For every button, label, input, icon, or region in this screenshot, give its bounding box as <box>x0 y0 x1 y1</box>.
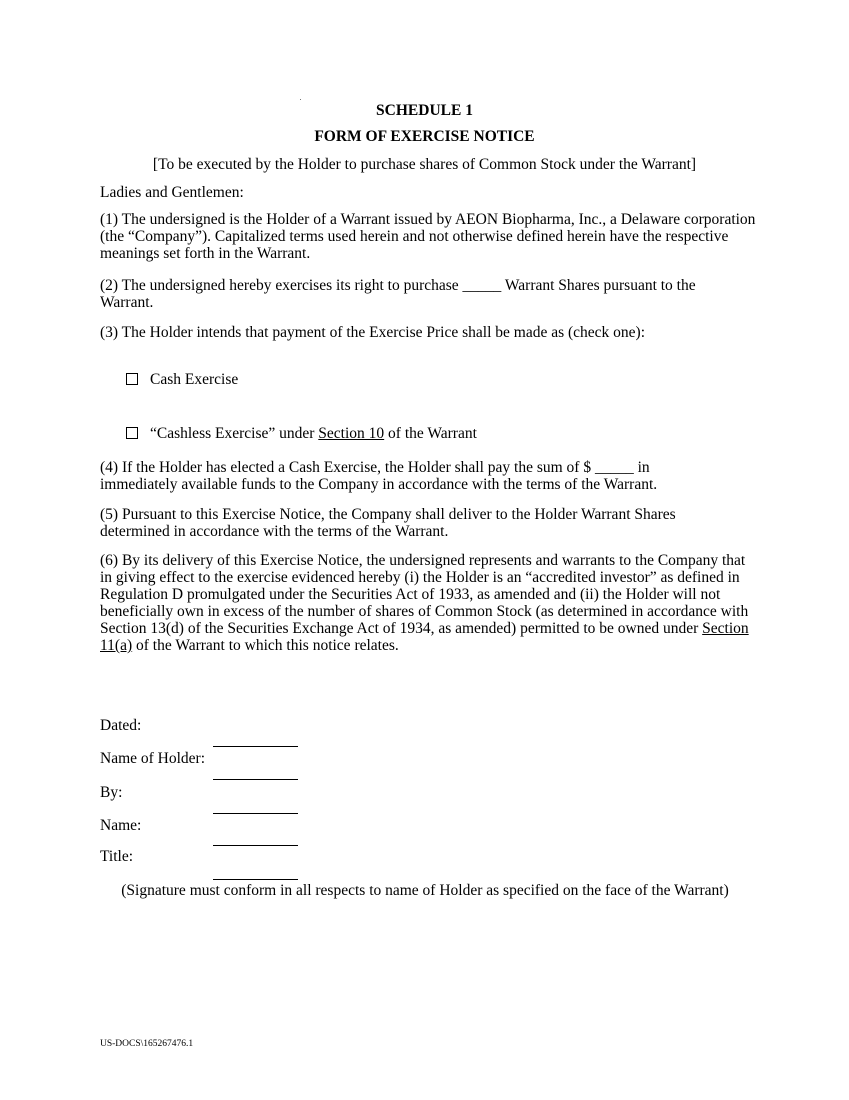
option-cash-label: Cash Exercise <box>150 371 239 388</box>
paragraph-4: (4) If the Holder has elected a Cash Exercise, the Holder shall pay the sum of $ _____ in immediately available funds to the Company in accordance with the terms of the Warrant. <box>100 459 658 493</box>
form-title: FORM OF EXERCISE NOTICE <box>314 128 535 145</box>
section-10-link: Section 10 <box>318 425 385 442</box>
signature-note: (Signature must conform in all respects to name of Holder as specified on the face of the Warrant) <box>121 882 729 899</box>
option-cashless-before: “Cashless Exercise” under <box>150 425 319 442</box>
checkbox-icon[interactable] <box>126 427 138 439</box>
paragraph-1: (1) The undersigned is the Holder of a Warrant issued by AEON Biopharma, Inc., a Delaware corporation (the “Company”). Capitalized terms used herein and not otherwise defined herein have the respective meanings set forth in the Warrant. <box>100 211 756 262</box>
paragraph-6 <box>100 552 755 654</box>
by-label: By: <box>100 784 123 801</box>
paragraph-2: (2) The undersigned hereby exercises its right to purchase _____ Warrant Shares pursuant to the Warrant. <box>100 277 696 311</box>
paragraph-3: (3) The Holder intends that payment of the Exercise Price shall be made as (check one): <box>100 324 646 341</box>
salutation: Ladies and Gentlemen: <box>100 184 244 201</box>
paragraph-5: (5) Pursuant to this Exercise Notice, the Company shall deliver to the Holder Warrant Shares determined in accordance with the terms of the Warrant. <box>100 506 676 540</box>
option-cash-exercise[interactable] <box>126 371 238 389</box>
checkbox-icon[interactable] <box>126 373 138 385</box>
holder-name-label: Name of Holder: <box>100 750 206 767</box>
title-label: Title: <box>100 848 134 865</box>
document-id: US-DOCS\165267476.1 <box>100 1039 194 1049</box>
by-line[interactable] <box>213 779 298 780</box>
holder-name-line[interactable] <box>213 746 298 747</box>
option-cashless-after: of the Warrant <box>384 425 477 442</box>
section-11a-link: Section 11(a) <box>100 620 749 654</box>
name-line[interactable] <box>213 813 298 814</box>
option-cashless-exercise[interactable] <box>126 425 477 443</box>
stray-dot <box>300 99 301 100</box>
instruction-text: [To be executed by the Holder to purchase shares of Common Stock under the Warrant] <box>152 156 697 173</box>
extra-signature-line[interactable] <box>213 879 298 880</box>
title-line[interactable] <box>213 845 298 846</box>
dated-label: Dated: <box>100 717 142 734</box>
schedule-title: SCHEDULE 1 <box>376 102 473 119</box>
name-label: Name: <box>100 817 142 834</box>
paragraph-6-text: (6) By its delivery of this Exercise Notice, the undersigned represents and warrants to the Company that in giving effect to the exercise evidenced hereby (i) the Holder is an “accredited investor” as defined in Regulation D promulgated under the Securities Act of 1933, as amended and (ii) the Holder will not beneficially own in excess of the number of shares of Common Stock (as determined in accordance with Section 13(d) of the Securities Exchange Act of 1934, as amended) permitted to be owned under <box>100 552 749 637</box>
paragraph-6-end: of the Warrant to which this notice relates. <box>132 637 399 654</box>
